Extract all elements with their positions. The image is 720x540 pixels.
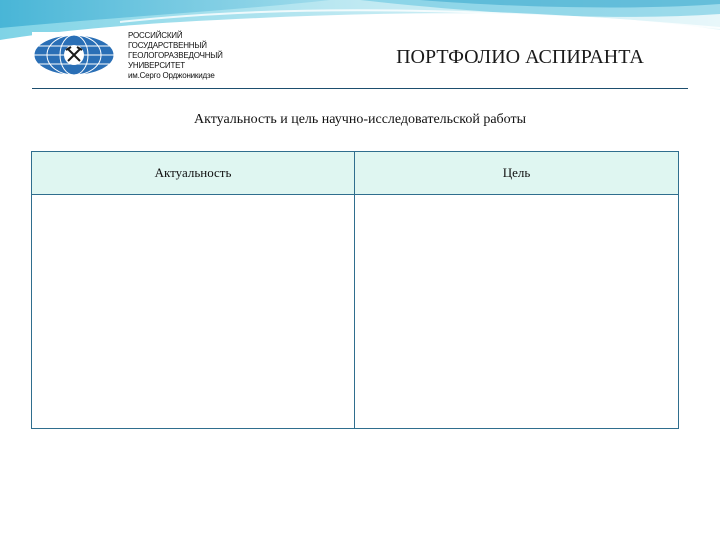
- slide-title: ПОРТФОЛИО АСПИРАНТА: [396, 46, 644, 68]
- header-divider: [32, 88, 688, 89]
- university-name-line1: РОССИЙСКИЙ: [128, 31, 183, 40]
- university-globe-logo: [32, 32, 116, 78]
- column-header-goal: Цель: [355, 152, 679, 195]
- table-header-row: [32, 152, 679, 195]
- slide-subtitle: Актуальность и цель научно-исследовательской работы: [193, 112, 526, 127]
- goal-cell[interactable]: [355, 195, 679, 429]
- university-name-line3: ГЕОЛОГОРАЗВЕДОЧНЫЙ: [128, 51, 223, 60]
- relevance-cell[interactable]: [32, 195, 355, 429]
- university-name-line5: им.Серго Орджоникидзе: [128, 71, 215, 80]
- column-header-relevance: Актуальность: [32, 152, 355, 195]
- relevance-goal-table: [31, 151, 679, 429]
- university-name: [128, 31, 288, 81]
- university-name-line2: ГОСУДАРСТВЕННЫЙ: [128, 41, 207, 50]
- table-row: [32, 195, 679, 429]
- university-name-line4: УНИВЕРСИТЕТ: [128, 61, 185, 70]
